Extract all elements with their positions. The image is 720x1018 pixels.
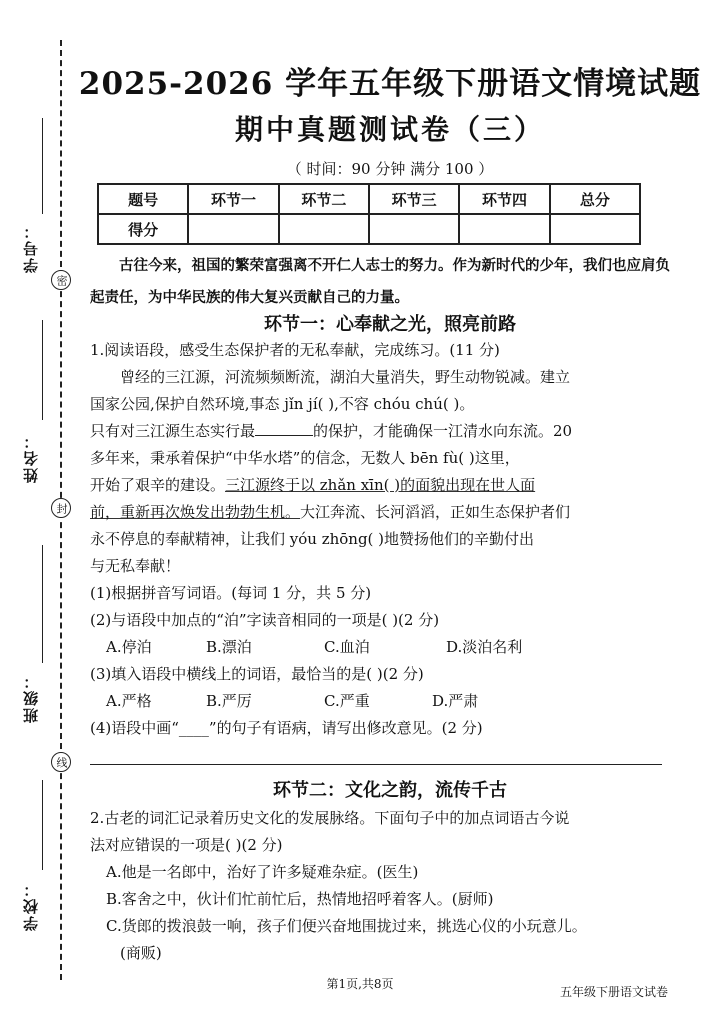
question-2-line2: 法对应错误的一项是( )(2 分) <box>90 836 283 854</box>
score-cell[interactable] <box>550 214 640 244</box>
seal-mark-feng: 封 <box>51 498 71 518</box>
name-label: 姓名： <box>22 432 40 483</box>
student-id-label: 学号： <box>22 222 40 273</box>
passage-line: 曾经的三江源，河流频频断流，湖泊大量消失，野生动物锐减。建立 <box>120 368 571 386</box>
table-cell: 题号 <box>98 184 188 214</box>
passage-line <box>90 472 670 499</box>
exam-title-line1: 2025-2026 学年五年级下册语文情境试题 <box>78 66 702 102</box>
passage-line: 多年来，秉承着保护“中华水塔”的信念，无数人 bēn fù( )这里， <box>90 449 520 467</box>
option-b[interactable]: B.漂泊 <box>206 638 252 656</box>
underlined-sentence: 三江源终于以 zhǎn xīn( )的面貌出现在世人面 <box>225 476 536 494</box>
intro-paragraph: 古往今来，祖国的繁荣富强离不开仁人志士的努力。作为新时代的少年，我们也应肩负起责任，为中华民族的伟大复兴贡献自己的力量。 <box>90 257 670 306</box>
passage-line <box>90 499 670 526</box>
class-blank[interactable] <box>42 545 43 663</box>
student-id-blank[interactable] <box>42 118 43 214</box>
passage-text: 开始了艰辛的建设。 <box>90 476 226 494</box>
time-and-score-info: （ 时间：90 分钟 满分 100 ） <box>286 160 494 178</box>
table-cell: 得分 <box>98 214 188 244</box>
page-number: 第1页,共8页 <box>326 977 394 991</box>
passage-line: 永不停息的奉献精神，让我们 yóu zhōng( )地赞扬他们的辛勤付出 <box>90 530 535 548</box>
class-label: 班级： <box>22 672 40 723</box>
option-a[interactable]: A.他是一名郎中，治好了许多疑难杂症。(医生) <box>106 863 419 881</box>
table-cell: 环节一 <box>188 184 278 214</box>
fill-blank[interactable] <box>255 421 313 436</box>
question-1: 1.阅读语段，感受生态保护者的无私奉献，完成练习。(11 分) <box>90 341 500 359</box>
option-c[interactable]: C.货郎的拨浪鼓一响，孩子们便兴奋地围拢过来，挑选心仪的小玩意儿。 <box>106 917 587 935</box>
sub-question-3: (3)填入语段中横线上的词语，最恰当的是( )(2 分) <box>90 665 424 683</box>
section2-title: 环节二：文化之韵，流传千古 <box>273 780 507 801</box>
option-c[interactable]: C.严重 <box>324 692 370 710</box>
school-blank[interactable] <box>42 780 43 870</box>
seal-mark-mi: 密 <box>51 270 71 290</box>
seal-mark-xian: 线 <box>51 752 71 772</box>
underlined-sentence: 前，重新再次焕发出勃勃生机。 <box>90 503 301 521</box>
option-c-note: (商贩) <box>120 944 162 962</box>
table-cell: 环节三 <box>369 184 459 214</box>
passage-text: 的保护，才能确保一江清水向东流。20 <box>313 422 573 440</box>
question-2-line1: 2.古老的词汇记录着历史文化的发展脉络。下面句子中的加点词语古今说 <box>90 809 570 827</box>
score-cell[interactable] <box>459 214 549 244</box>
score-cell[interactable] <box>279 214 369 244</box>
passage-text: 大江奔流、长河滔滔，正如生态保护者们 <box>300 503 571 521</box>
score-cell[interactable] <box>188 214 278 244</box>
sub-question-4: (4)语段中画“____”的句子有语病，请写出修改意见。(2 分) <box>90 719 483 737</box>
table-cell: 环节四 <box>459 184 549 214</box>
option-c[interactable]: C.血泊 <box>324 638 370 656</box>
footer-label: 五年级下册语文试卷 <box>560 985 669 999</box>
passage-line <box>90 418 670 445</box>
sub-question-2: (2)与语段中加点的“泊”字读音相同的一项是( )(2 分) <box>90 611 440 629</box>
option-a[interactable]: A.停泊 <box>106 638 152 656</box>
section1-title: 环节一：心奉献之光，照亮前路 <box>264 314 516 335</box>
passage-text: 只有对三江源生态实行最 <box>90 422 256 440</box>
name-blank[interactable] <box>42 320 43 420</box>
option-b[interactable]: B.客舍之中，伙计们忙前忙后，热情地招呼着客人。(厨师) <box>106 890 494 908</box>
score-table <box>97 183 641 245</box>
sub-question-1: (1)根据拼音写词语。(每词 1 分，共 5 分) <box>90 584 372 602</box>
score-table-score-row <box>98 214 640 244</box>
passage-line: 与无私奉献！ <box>90 557 181 575</box>
exam-title-line2: 期中真题测试卷（三） <box>234 113 545 146</box>
school-label: 学校： <box>22 880 40 931</box>
score-table-header-row <box>98 184 640 214</box>
table-cell: 总分 <box>550 184 640 214</box>
option-a[interactable]: A.严格 <box>106 692 152 710</box>
table-cell: 环节二 <box>279 184 369 214</box>
answer-line[interactable] <box>90 764 662 765</box>
passage-line: 国家公园,保护自然环境,事态 jǐn jí( ),不容 chóu chú( )。 <box>90 395 475 413</box>
option-b[interactable]: B.严厉 <box>206 692 252 710</box>
option-d[interactable]: D.严肃 <box>432 692 479 710</box>
option-d[interactable]: D.淡泊名利 <box>446 638 523 656</box>
score-cell[interactable] <box>369 214 459 244</box>
sub3-options <box>106 688 686 715</box>
sub2-options <box>106 634 686 661</box>
